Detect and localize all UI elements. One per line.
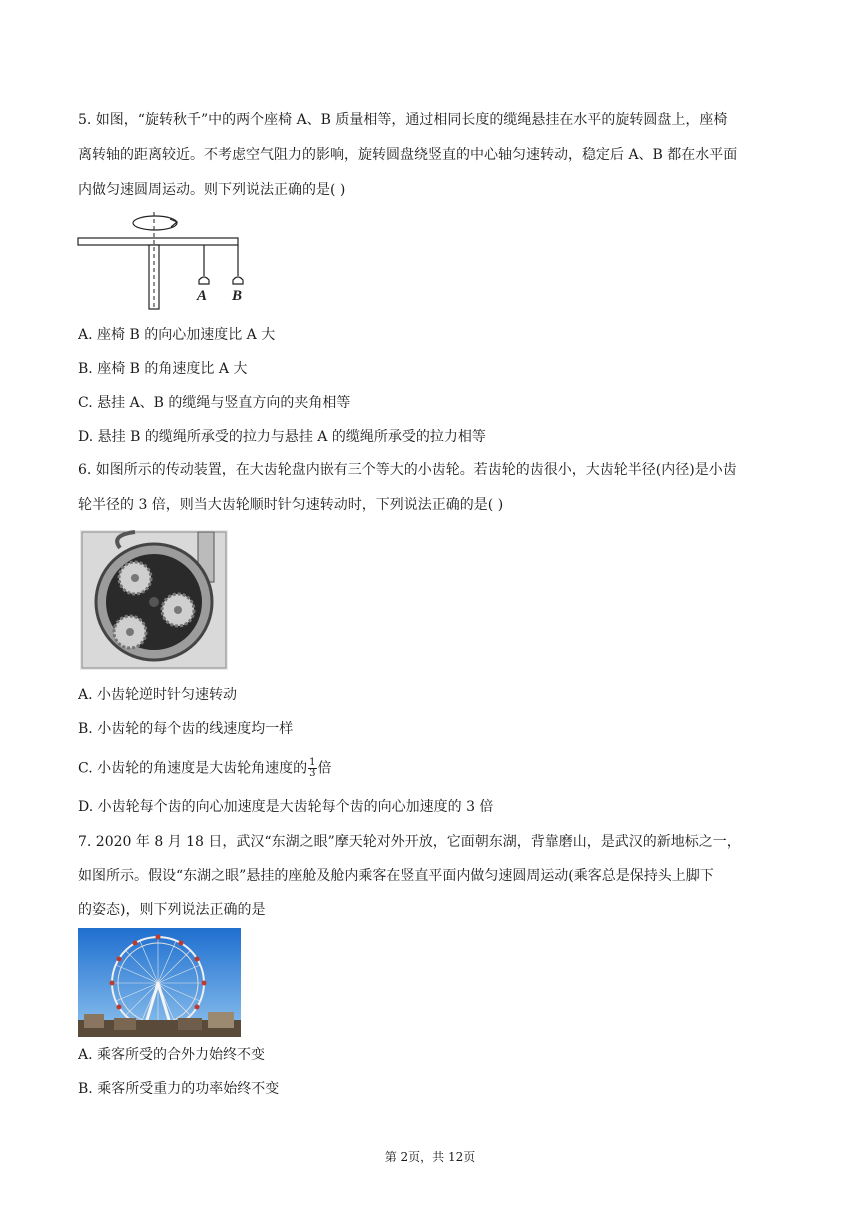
swing-diagram (76, 210, 246, 312)
q6-option-c (78, 758, 332, 779)
q7-stem-line-2: 如图所示。假设“东湖之眼”悬挂的座舱及舱内乘客在竖直平面内做匀速圆周运动(乘客总是保持头上脚下 (78, 868, 714, 884)
label-b: B (232, 288, 243, 304)
q5-stem-line-3: 内做匀速圆周运动。则下列说法正确的是( ) (78, 182, 346, 198)
q6-stem-line-2: 轮半径的 3 倍，则当大齿轮顺时针匀速转动时，下列说法正确的是( ) (78, 497, 504, 513)
q6-stem-line-1: 6. 如图所示的传动装置，在大齿轮盘内嵌有三个等大的小齿轮。若齿轮的齿很小，大齿轮半径(内径)是小齿 (78, 462, 737, 478)
gear-photo (80, 530, 228, 670)
q7-option-b: B. 乘客所受重力的功率始终不变 (78, 1081, 280, 1097)
q6-option-c-suffix: 倍 (317, 760, 332, 777)
q7-option-a: A. 乘客所受的合外力始终不变 (78, 1047, 266, 1063)
q5-option-c: C. 悬挂 A、B 的缆绳与竖直方向的夹角相等 (78, 395, 351, 411)
q6-option-d: D. 小齿轮每个齿的向心加速度是大齿轮每个齿的向心加速度的 3 倍 (78, 799, 494, 815)
q5-option-b: B. 座椅 B 的角速度比 A 大 (78, 361, 248, 377)
label-a: A (197, 288, 208, 304)
q5-option-d: D. 悬挂 B 的缆绳所承受的拉力与悬挂 A 的缆绳所承受的拉力相等 (78, 429, 486, 445)
q5-stem-line-2: 离转轴的距离较近。不考虑空气阻力的影响，旋转圆盘绕竖直的中心轴匀速转动，稳定后 A、B 都在水平面 (78, 147, 738, 163)
q5-stem-line-1: 5. 如图，“旋转秋千”中的两个座椅 A、B 质量相等，通过相同长度的缆绳悬挂在水平的旋转圆盘上，座椅 (78, 112, 728, 128)
q6-option-c-text: C. 小齿轮的角速度是大齿轮角速度的 (78, 760, 308, 777)
q7-stem-line-1: 7. 2020 年 8 月 18 日，武汉“东湖之眼”摩天轮对外开放，它面朝东湖，背靠磨山，是武汉的新地标之一， (78, 834, 741, 850)
q5-option-a: A. 座椅 B 的向心加速度比 A 大 (78, 327, 276, 343)
q7-stem-line-3: 的姿态)，则下列说法正确的是 (78, 902, 266, 918)
q6-option-b: B. 小齿轮的每个齿的线速度均一样 (78, 721, 294, 737)
ferris-wheel-photo (78, 928, 241, 1037)
q6-option-a: A. 小齿轮逆时针匀速转动 (78, 687, 238, 703)
fraction-one-third: $\frac{1}{3}$ (309, 757, 316, 779)
page-footer: 第 2页，共 12页 (384, 1150, 476, 1164)
